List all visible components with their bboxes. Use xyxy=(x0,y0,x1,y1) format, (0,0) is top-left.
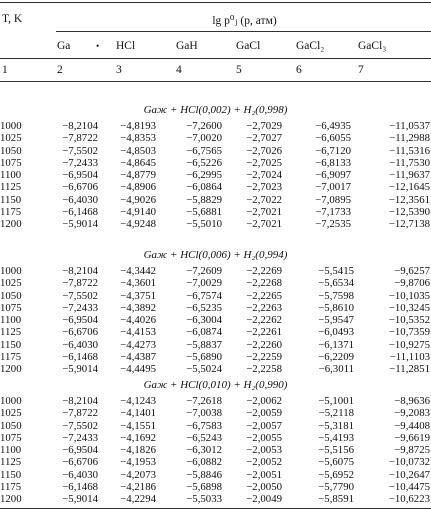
value-cell: −6,0874 xyxy=(186,326,222,339)
value-cell: −7,8722 xyxy=(62,132,98,145)
value-cell: −10,7359 xyxy=(388,326,430,339)
value-cell: −9,8725 xyxy=(394,444,430,457)
value-cell: −2,2269 xyxy=(246,265,282,277)
value-cell: −5,5010 xyxy=(186,218,222,231)
value-cell: −5,9014 xyxy=(62,363,98,376)
value-cell: −7,2433 xyxy=(62,431,98,444)
temperature-cell: 1000 xyxy=(0,265,22,277)
value-cell: −5,8610 xyxy=(318,301,354,314)
temperature-cell: 1200 xyxy=(0,363,22,376)
table-row xyxy=(0,351,430,363)
value-cell: −5,6881 xyxy=(186,206,222,219)
table-row xyxy=(0,218,430,230)
value-cell: −4,4495 xyxy=(120,363,156,376)
value-cell: −2,2262 xyxy=(246,314,282,327)
value-cell: −6,0864 xyxy=(186,181,222,194)
value-cell: −10,6223 xyxy=(388,493,430,506)
value-cell: −2,2260 xyxy=(246,338,282,351)
value-cell: −5,6890 xyxy=(186,351,222,364)
temperature-cell: 1100 xyxy=(0,169,22,182)
table-row xyxy=(0,302,430,314)
pressure-header-text: lg p⁰ⱼ (p, атм) xyxy=(212,15,277,27)
value-cell: −12,5390 xyxy=(388,206,430,219)
value-cell: −11,9637 xyxy=(389,169,430,182)
value-cell: −4,8906 xyxy=(120,181,156,194)
header-mid-rule xyxy=(56,31,431,32)
value-cell: −4,3892 xyxy=(120,301,156,314)
value-cell: −5,5024 xyxy=(186,363,222,376)
value-cell: −2,0059 xyxy=(246,407,282,420)
value-cell: −2,2263 xyxy=(246,301,282,314)
value-cell: −7,5502 xyxy=(62,144,98,157)
value-cell: −10,4475 xyxy=(388,481,430,494)
section-2-title: Gaж + HCl(0,006) + H₂(0,994) xyxy=(143,249,288,261)
value-cell: −2,7024 xyxy=(246,169,282,182)
col-number-4: 4 xyxy=(176,64,182,76)
value-cell: −2,0049 xyxy=(246,493,282,506)
value-cell: −6,9504 xyxy=(62,444,98,457)
value-cell: −4,1243 xyxy=(120,395,156,407)
value-cell: −2,2261 xyxy=(246,326,282,339)
value-cell: −4,4026 xyxy=(120,314,156,327)
value-cell: −7,2618 xyxy=(186,395,222,407)
value-cell: −11,0537 xyxy=(389,120,430,132)
section-3-body xyxy=(0,395,430,506)
value-cell: −7,5502 xyxy=(62,419,98,432)
temperature-cell: 1025 xyxy=(0,407,22,420)
temperature-cell: 1175 xyxy=(0,206,22,219)
temperature-cell: 1100 xyxy=(0,314,22,327)
value-cell: −5,6898 xyxy=(186,481,222,494)
col-number-2: 2 xyxy=(57,64,63,76)
temperature-cell: 1050 xyxy=(0,419,22,432)
value-cell: −4,1692 xyxy=(120,431,156,444)
value-cell: −5,9014 xyxy=(62,493,98,506)
value-cell: −6,6055 xyxy=(315,132,351,145)
table-row xyxy=(0,326,430,338)
value-cell: −6,1468 xyxy=(62,351,98,364)
table-row xyxy=(0,407,430,419)
value-cell: −7,2433 xyxy=(62,301,98,314)
value-cell: −2,0052 xyxy=(246,456,282,469)
value-cell: −2,2268 xyxy=(246,277,282,290)
value-cell: −10,3245 xyxy=(388,301,430,314)
value-cell: −11,2988 xyxy=(389,132,430,145)
value-cell: −6,6706 xyxy=(62,456,98,469)
value-cell: −7,1733 xyxy=(315,206,351,219)
value-cell: −6,7583 xyxy=(186,419,222,432)
value-cell: −5,6952 xyxy=(318,468,354,481)
value-cell: −5,6534 xyxy=(318,277,354,290)
value-cell: −4,9248 xyxy=(120,218,156,231)
table-row xyxy=(0,145,430,157)
value-cell: −4,3442 xyxy=(120,265,156,277)
section-2-body xyxy=(0,265,430,376)
value-cell: −2,7026 xyxy=(246,144,282,157)
temperature-cell: 1050 xyxy=(0,289,22,302)
temperature-cell: 1200 xyxy=(0,218,22,231)
table-row xyxy=(0,444,430,456)
value-cell: −9,6257 xyxy=(394,265,430,277)
temperature-cell: 1075 xyxy=(0,301,22,314)
value-cell: −2,0062 xyxy=(246,395,282,407)
value-cell: −6,4030 xyxy=(62,338,98,351)
temperature-cell: 1025 xyxy=(0,277,22,290)
value-cell: −4,8503 xyxy=(120,144,156,157)
value-cell: −5,3181 xyxy=(318,419,354,432)
value-cell: −8,2104 xyxy=(62,265,98,277)
table-row xyxy=(0,493,430,505)
value-cell: −6,7120 xyxy=(315,144,351,157)
table-row xyxy=(0,265,430,277)
table-row xyxy=(0,395,430,407)
table-row xyxy=(0,339,430,351)
value-cell: −4,4273 xyxy=(120,338,156,351)
value-cell: −2,7025 xyxy=(246,156,282,169)
pressure-header xyxy=(0,13,431,27)
value-cell: −4,9026 xyxy=(120,193,156,206)
col-number-6: 6 xyxy=(296,64,302,76)
value-cell: −4,2294 xyxy=(120,493,156,506)
header-bottom-rule xyxy=(0,58,431,59)
table-row xyxy=(0,290,430,302)
value-cell: −2,2258 xyxy=(246,363,282,376)
value-cell: −11,5316 xyxy=(389,144,430,157)
value-cell: −4,3601 xyxy=(120,277,156,290)
section-1-body xyxy=(0,120,430,231)
value-cell: −5,1001 xyxy=(318,395,354,407)
value-cell: −6,4935 xyxy=(315,120,351,132)
value-cell: −4,1401 xyxy=(120,407,156,420)
bottom-rule xyxy=(0,508,431,509)
value-cell: −2,7022 xyxy=(246,193,282,206)
col-number-3: 3 xyxy=(116,64,122,76)
table-row xyxy=(0,132,430,144)
section-2-table xyxy=(0,265,430,376)
value-cell: −5,8846 xyxy=(186,468,222,481)
value-cell: −9,6619 xyxy=(394,431,430,444)
value-cell: −5,4193 xyxy=(318,431,354,444)
table-row xyxy=(0,181,430,193)
value-cell: −4,1953 xyxy=(120,456,156,469)
value-cell: −4,8779 xyxy=(120,169,156,182)
value-cell: −2,0051 xyxy=(246,468,282,481)
table-row xyxy=(0,363,430,375)
value-cell: −6,5235 xyxy=(186,301,222,314)
value-cell: −2,2259 xyxy=(246,351,282,364)
value-cell: −10,2647 xyxy=(388,468,430,481)
value-cell: −6,3004 xyxy=(186,314,222,327)
temperature-cell: 1175 xyxy=(0,481,22,494)
temperature-header: T, K xyxy=(2,13,23,25)
temperature-cell: 1050 xyxy=(0,144,22,157)
value-cell: −5,5156 xyxy=(318,444,354,457)
value-cell: −2,7023 xyxy=(246,181,282,194)
value-cell: −7,0895 xyxy=(315,193,351,206)
col-head-ga: Ga xyxy=(57,40,71,52)
value-cell: −4,9140 xyxy=(120,206,156,219)
col-head-gah: GaH xyxy=(176,40,198,52)
value-cell: −5,6075 xyxy=(318,456,354,469)
col-head-gacl3: GaCl₃ xyxy=(358,40,387,52)
value-cell: −11,1103 xyxy=(389,351,430,364)
value-cell: −10,9275 xyxy=(388,338,430,351)
top-rule xyxy=(0,2,431,3)
temperature-cell: 1025 xyxy=(0,132,22,145)
col-head-gacl: GaCl xyxy=(236,40,261,52)
table-row xyxy=(0,120,430,132)
value-cell: −6,5243 xyxy=(186,431,222,444)
value-cell: −6,0493 xyxy=(318,326,354,339)
value-cell: −2,7027 xyxy=(246,132,282,145)
value-cell: −6,4030 xyxy=(62,193,98,206)
value-cell: −7,0038 xyxy=(186,407,222,420)
col-number-5: 5 xyxy=(236,64,242,76)
table-row xyxy=(0,194,430,206)
value-cell: −6,1371 xyxy=(318,338,354,351)
value-cell: −4,3751 xyxy=(120,289,156,302)
value-cell: −4,4387 xyxy=(120,351,156,364)
value-cell: −8,2104 xyxy=(62,120,98,132)
value-cell: −5,5033 xyxy=(186,493,222,506)
value-cell: −9,4408 xyxy=(394,419,430,432)
temperature-cell: 1100 xyxy=(0,444,22,457)
value-cell: −12,3561 xyxy=(388,193,430,206)
value-cell: −6,6706 xyxy=(62,326,98,339)
table-row xyxy=(0,277,430,289)
value-cell: −7,5502 xyxy=(62,289,98,302)
value-cell: −2,0057 xyxy=(246,419,282,432)
value-cell: −7,0020 xyxy=(186,132,222,145)
table-row xyxy=(0,206,430,218)
value-cell: −6,2209 xyxy=(318,351,354,364)
value-cell: −7,2535 xyxy=(315,218,351,231)
col-head-gacl2: GaCl₂ xyxy=(296,40,325,52)
value-cell: −6,3011 xyxy=(318,363,354,376)
value-cell: −6,9504 xyxy=(62,314,98,327)
value-cell: −6,1468 xyxy=(62,481,98,494)
value-cell: −5,9547 xyxy=(318,314,354,327)
table-row xyxy=(0,469,430,481)
value-cell: −2,0055 xyxy=(246,431,282,444)
value-cell: −6,7565 xyxy=(186,144,222,157)
value-cell: −7,0029 xyxy=(186,277,222,290)
section-1-title: Gaж + HCl(0,002) + H₂(0,998) xyxy=(143,104,288,116)
value-cell: −12,7138 xyxy=(388,218,430,231)
table-row xyxy=(0,169,430,181)
value-cell: −6,3012 xyxy=(186,444,222,457)
col-number-1: 1 xyxy=(2,64,8,76)
value-cell: −5,7598 xyxy=(318,289,354,302)
value-cell: −5,7790 xyxy=(318,481,354,494)
value-cell: −6,8133 xyxy=(315,156,351,169)
temperature-cell: 1150 xyxy=(0,468,22,481)
value-cell: −7,0017 xyxy=(315,181,351,194)
value-cell: −7,2609 xyxy=(186,265,222,277)
value-cell: −4,2073 xyxy=(120,468,156,481)
temperature-cell: 1125 xyxy=(0,456,22,469)
value-cell: −2,2265 xyxy=(246,289,282,302)
table-row xyxy=(0,314,430,326)
value-cell: −9,2083 xyxy=(394,407,430,420)
value-cell: −4,2186 xyxy=(120,481,156,494)
temperature-cell: 1075 xyxy=(0,431,22,444)
table-row xyxy=(0,432,430,444)
value-cell: −4,8193 xyxy=(120,120,156,132)
temperature-cell: 1200 xyxy=(0,493,22,506)
value-cell: −11,2851 xyxy=(389,363,430,376)
section-1-table xyxy=(0,120,430,231)
temperature-cell: 1125 xyxy=(0,326,22,339)
value-cell: −5,2118 xyxy=(318,407,354,420)
temperature-cell: 1150 xyxy=(0,338,22,351)
value-cell: −6,2995 xyxy=(186,169,222,182)
value-cell: −6,4030 xyxy=(62,468,98,481)
value-cell: −5,8829 xyxy=(186,193,222,206)
temperature-cell: 1175 xyxy=(0,351,22,364)
temperature-cell: 1075 xyxy=(0,156,22,169)
value-cell: −9,8706 xyxy=(394,277,430,290)
value-cell: −5,5415 xyxy=(318,265,354,277)
value-cell: −11,7530 xyxy=(389,156,430,169)
value-cell: −4,8353 xyxy=(120,132,156,145)
value-cell: −8,2104 xyxy=(62,395,98,407)
value-cell: −2,7029 xyxy=(246,120,282,132)
value-cell: −8,9636 xyxy=(394,395,430,407)
value-cell: −6,9097 xyxy=(315,169,351,182)
table-row xyxy=(0,420,430,432)
value-cell: −7,8722 xyxy=(62,407,98,420)
value-cell: −2,0050 xyxy=(246,481,282,494)
value-cell: −2,7021 xyxy=(246,218,282,231)
value-cell: −2,7021 xyxy=(246,206,282,219)
value-cell: −7,8722 xyxy=(62,277,98,290)
value-cell: −6,7574 xyxy=(186,289,222,302)
value-cell: −5,8837 xyxy=(186,338,222,351)
value-cell: −6,1468 xyxy=(62,206,98,219)
value-cell: −10,0732 xyxy=(388,456,430,469)
value-cell: −4,8645 xyxy=(120,156,156,169)
value-cell: −6,9504 xyxy=(62,169,98,182)
section-3-table xyxy=(0,395,430,506)
temperature-cell: 1125 xyxy=(0,181,22,194)
numbers-bottom-rule xyxy=(0,81,431,82)
col-head-hcl: HCl xyxy=(116,40,136,52)
value-cell: −6,0882 xyxy=(186,456,222,469)
value-cell: −5,8591 xyxy=(318,493,354,506)
col-head-dot: • xyxy=(96,41,100,51)
value-cell: −2,0053 xyxy=(246,444,282,457)
value-cell: −7,2600 xyxy=(186,120,222,132)
value-cell: −4,4153 xyxy=(120,326,156,339)
table-row xyxy=(0,157,430,169)
value-cell: −6,5226 xyxy=(186,156,222,169)
value-cell: −7,2433 xyxy=(62,156,98,169)
value-cell: −6,6706 xyxy=(62,181,98,194)
temperature-cell: 1000 xyxy=(0,395,22,407)
value-cell: −12,1645 xyxy=(388,181,430,194)
value-cell: −10,1035 xyxy=(388,289,430,302)
value-cell: −10,5352 xyxy=(388,314,430,327)
col-number-7: 7 xyxy=(358,64,364,76)
value-cell: −5,9014 xyxy=(62,218,98,231)
section-3-title: Gaж + HCl(0,010) + H₂(0,990) xyxy=(143,379,288,391)
table-row xyxy=(0,456,430,468)
value-cell: −4,1551 xyxy=(120,419,156,432)
value-cell: −4,1826 xyxy=(120,444,156,457)
temperature-cell: 1000 xyxy=(0,120,22,132)
temperature-cell: 1150 xyxy=(0,193,22,206)
table-row xyxy=(0,481,430,493)
